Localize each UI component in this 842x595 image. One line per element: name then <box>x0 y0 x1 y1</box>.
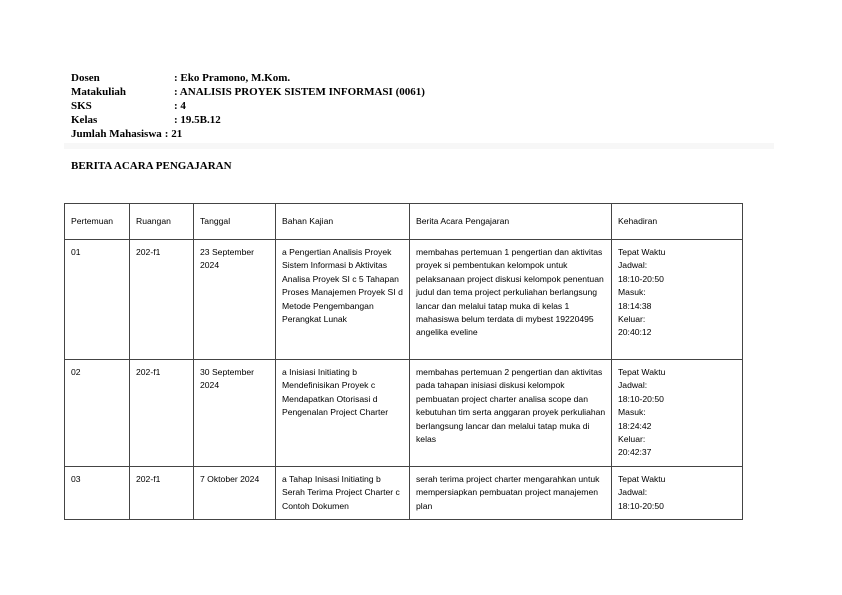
kelas-label: Kelas <box>71 114 98 126</box>
cell-ruangan: 202-f1 <box>130 240 194 360</box>
keluar-value: 20:42:37 <box>618 447 652 458</box>
cell-bahan-kajian: a Tahap Inisasi Initiating b Serah Terima Project Charter c Contoh Dokumen <box>276 467 410 520</box>
header-pertemuan: Pertemuan <box>65 204 130 240</box>
jumlah-value: : 21 <box>164 128 183 140</box>
cell-tanggal: 30 September 2024 <box>194 360 276 467</box>
matakuliah-label: Matakuliah <box>71 86 127 98</box>
jadwal-label: Jadwal: <box>618 260 648 271</box>
jumlah-row <box>71 127 425 141</box>
header-kehadiran: Kehadiran <box>612 204 743 240</box>
table-row <box>65 360 743 467</box>
masuk-label: Masuk: <box>618 287 646 298</box>
table-header-row <box>65 204 743 240</box>
kelas-value: : 19.5B.12 <box>174 114 221 126</box>
cell-berita-acara: membahas pertemuan 1 pengertian dan aktivitas proyek si pembentukan kelompok untuk pelaksanaan project diskusi kelompok penentuan judul dan tema project perkuliahan berlangsung lancar dan melalui tatap muka di kelas 1 mahasiswa belum terdata di mybest 19220495 angelika eveline <box>410 240 612 360</box>
matakuliah-row <box>71 85 425 99</box>
cell-kehadiran <box>612 240 743 360</box>
cell-tanggal: 23 September 2024 <box>194 240 276 360</box>
kelas-row <box>71 113 425 127</box>
teaching-record-table <box>64 203 743 520</box>
attendance-status: Tepat Waktu <box>618 247 666 257</box>
jadwal-value: 18:10-20:50 <box>618 273 664 284</box>
page-title: BERITA ACARA PENGAJARAN <box>71 160 232 172</box>
keluar-value: 20:40:12 <box>618 327 652 338</box>
sks-row <box>71 99 425 113</box>
keluar-label: Keluar: <box>618 434 646 445</box>
masuk-value: 18:14:38 <box>618 300 652 311</box>
dosen-row <box>71 71 425 85</box>
table-row <box>65 240 743 360</box>
divider <box>64 143 774 149</box>
cell-kehadiran <box>612 360 743 467</box>
header-berita-acara: Berita Acara Pengajaran <box>410 204 612 240</box>
cell-bahan-kajian: a Pengertian Analisis Proyek Sistem Informasi b Aktivitas Analisa Proyek SI c 5 Tahapan Proses Manajemen Proyek SI d Metode Pengembangan Perangkat Lunak <box>276 240 410 360</box>
dosen-value: : Eko Pramono, M.Kom. <box>174 72 291 84</box>
masuk-label: Masuk: <box>618 407 646 418</box>
cell-kehadiran <box>612 467 743 520</box>
attendance-status: Tepat Waktu <box>618 367 666 377</box>
sks-label: SKS <box>71 100 92 112</box>
header-ruangan: Ruangan <box>130 204 194 240</box>
course-info <box>71 71 425 141</box>
jadwal-label: Jadwal: <box>618 380 648 391</box>
jumlah-label: Jumlah Mahasiswa <box>71 128 162 140</box>
masuk-value: 18:24:42 <box>618 420 652 431</box>
sks-value: : 4 <box>174 100 186 112</box>
cell-pertemuan: 02 <box>65 360 130 467</box>
cell-berita-acara: serah terima project charter mengarahkan untuk mempersiapkan pembuatan project manajemen plan <box>410 467 612 520</box>
cell-bahan-kajian: a Inisiasi Initiating b Mendefinisikan Proyek c Mendapatkan Otorisasi d Pengenalan Project Charter <box>276 360 410 467</box>
cell-pertemuan: 01 <box>65 240 130 360</box>
cell-pertemuan: 03 <box>65 467 130 520</box>
cell-ruangan: 202-f1 <box>130 467 194 520</box>
cell-ruangan: 202-f1 <box>130 360 194 467</box>
header-bahan-kajian: Bahan Kajian <box>276 204 410 240</box>
cell-berita-acara: membahas pertemuan 2 pengertian dan aktivitas pada tahapan inisiasi diskusi kelompok pembuatan project charter analisa scope dan kebutuhan tim serta anggaran proyek perkuliahan berlangsung lancar dan melalui tatap muka di kelas <box>410 360 612 467</box>
jadwal-value: 18:10-20:50 <box>618 500 664 511</box>
cell-tanggal: 7 Oktober 2024 <box>194 467 276 520</box>
matakuliah-value: : ANALISIS PROYEK SISTEM INFORMASI (0061) <box>174 86 425 98</box>
dosen-label: Dosen <box>71 72 100 84</box>
header-tanggal: Tanggal <box>194 204 276 240</box>
jadwal-label: Jadwal: <box>618 487 648 498</box>
jadwal-value: 18:10-20:50 <box>618 393 664 404</box>
table-row <box>65 467 743 520</box>
attendance-status: Tepat Waktu <box>618 474 666 484</box>
keluar-label: Keluar: <box>618 314 646 325</box>
